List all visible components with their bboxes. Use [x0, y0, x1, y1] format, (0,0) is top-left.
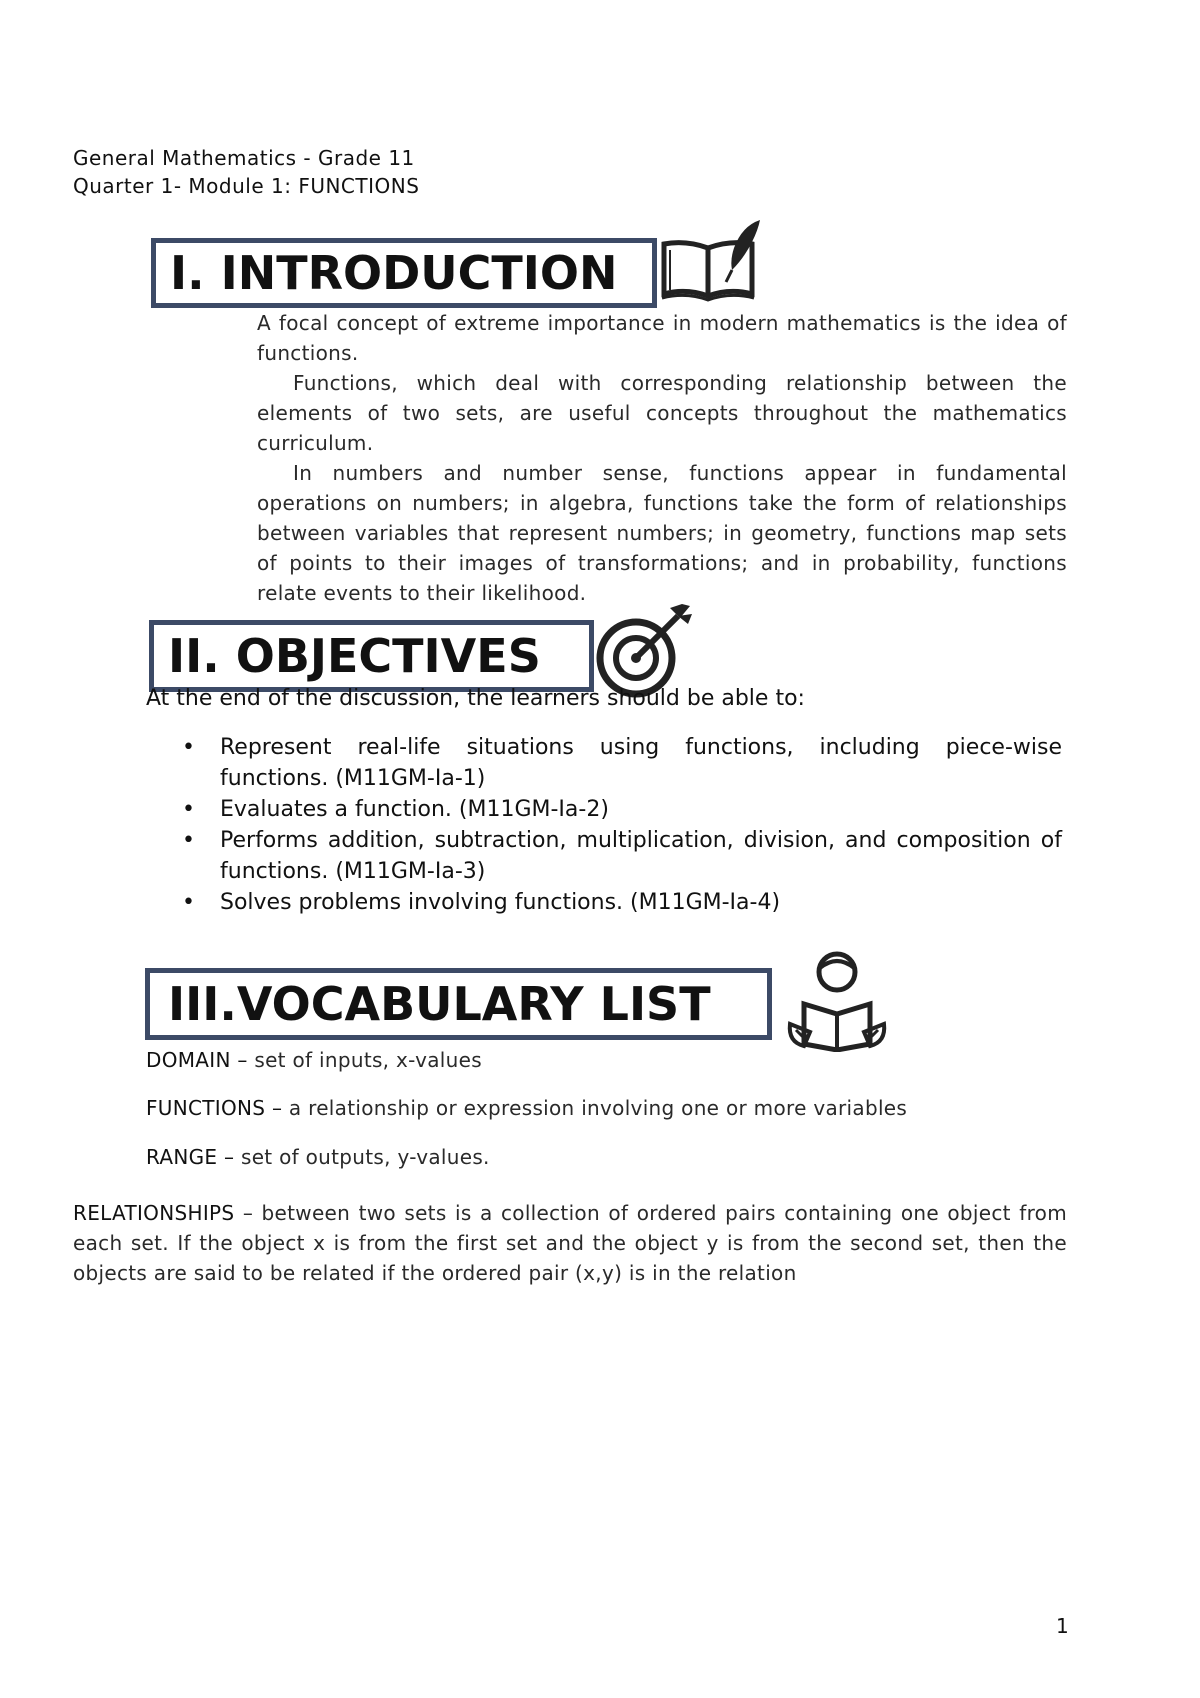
list-item: • Represent real-life situations using functions, including piece-wise functions. (M11GM-Ia-1) [146, 732, 1062, 794]
list-item: • Evaluates a function. (M11GM-Ia-2) [146, 794, 1062, 825]
reader-icon [784, 946, 890, 1052]
document-subject: General Mathematics - Grade 11 [73, 146, 415, 170]
vocab-entry-domain [146, 1048, 482, 1072]
bullet: • [182, 890, 195, 915]
list-item: • Solves problems involving functions. (M11GM-Ia-4) [146, 887, 1062, 918]
bullet: • [182, 828, 195, 853]
vocab-entry-relationships [73, 1198, 1067, 1288]
target-arrow-icon [590, 602, 694, 698]
bullet: • [182, 797, 195, 822]
vocab-term: DOMAIN – [146, 1048, 248, 1072]
introduction-paragraph-1: A focal concept of extreme importance in modern mathematics is the idea of functions. [257, 311, 1067, 365]
book-quill-icon [660, 218, 768, 302]
section-title-vocabulary [145, 968, 772, 1040]
vocab-entry-range [146, 1145, 490, 1169]
objectives-lead: At the end of the discussion, the learners should be able to: [146, 686, 805, 711]
document-module: Quarter 1- Module 1: FUNCTIONS [73, 174, 420, 198]
bullet: • [182, 735, 195, 760]
vocab-definition: a relationship or expression involving one or more variables [282, 1096, 908, 1120]
vocab-term: RANGE – [146, 1145, 235, 1169]
vocab-term: FUNCTIONS – [146, 1096, 283, 1120]
page-number: 1 [1056, 1614, 1069, 1638]
introduction-title-text: I. INTRODUCTION [170, 246, 618, 300]
vocab-definition: – between two sets is a collection of ordered pairs containing one object from each set. If the object x is from the first set and the object y is from the second set, then the objects are said to be related if the ordered pair (x,y) is in the relation [73, 1201, 1067, 1285]
section-title-introduction [151, 238, 657, 308]
vocab-entry-functions [146, 1096, 907, 1120]
vocab-term: RELATIONSHIPS [73, 1201, 235, 1225]
vocab-definition: set of outputs, y-values. [234, 1145, 490, 1169]
section-title-objectives [149, 620, 594, 692]
introduction-paragraph-2: Functions, which deal with corresponding relationship between the elements of two sets, are useful concepts throughout the mathematics curriculum. [257, 371, 1067, 455]
objectives-title-text: II. OBJECTIVES [168, 629, 541, 683]
vocabulary-title-text: III.VOCABULARY LIST [168, 977, 711, 1031]
vocab-definition: set of inputs, x-values [247, 1048, 482, 1072]
introduction-paragraph-3: In numbers and number sense, functions appear in fundamental operations on numbers; in algebra, functions take the form of relationships between variables that represent numbers; in geometry, functions map sets of points to their images of transformations; and in probability, functions relate events to their likelihood. [257, 461, 1067, 605]
list-item: • Performs addition, subtraction, multiplication, division, and composition of functions. (M11GM-Ia-3) [146, 825, 1062, 887]
objectives-list [146, 732, 1062, 918]
